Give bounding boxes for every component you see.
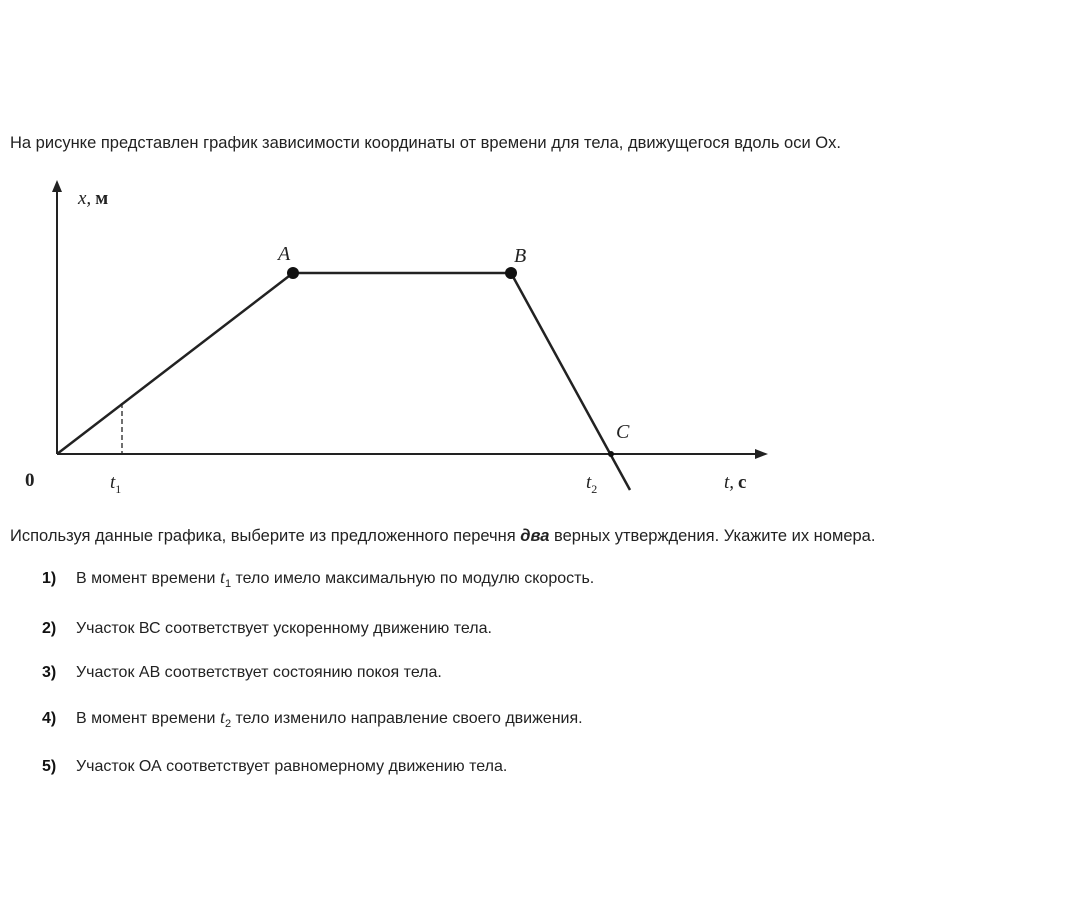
option-3[interactable]: 3) Участок АВ соответствует состоянию покоя тела. — [42, 662, 442, 684]
task-text: Используя данные графика, выберите из предложенного перечня два верных утверждения. Укажите их номера. — [10, 527, 876, 545]
tick-label-t1: $t_1$ — [110, 472, 122, 496]
position-time-graph — [0, 170, 800, 510]
option-number: 3) — [42, 664, 57, 681]
option-4[interactable]: 4) В момент времени $t_2$ тело изменило направление своего движения. — [42, 707, 583, 730]
option-number: 1) — [42, 570, 57, 587]
point-b — [505, 267, 517, 279]
option-1[interactable]: 1) В момент времени $t_1$ тело имело максимальную по модулю скорость. — [42, 567, 595, 590]
tick-label-t2: $t_2$ — [586, 472, 598, 496]
point-a-label: A — [278, 243, 291, 265]
point-c — [608, 451, 614, 457]
option-5[interactable]: 5) Участок ОА соответствует равномерному движению тела. — [42, 756, 507, 778]
segment-bc — [511, 273, 630, 490]
point-b-label: B — [514, 245, 527, 267]
point-a — [287, 267, 299, 279]
option-number: 2) — [42, 620, 57, 637]
point-c-label: C — [616, 421, 630, 443]
task-emphasis: два — [520, 527, 550, 545]
option-number: 4) — [42, 710, 57, 727]
y-axis-label: x, м — [78, 188, 109, 209]
x-axis-arrow — [755, 449, 768, 459]
origin-label: 0 — [25, 470, 35, 491]
y-axis-arrow — [52, 180, 62, 192]
x-axis-label: t, с — [724, 472, 747, 493]
segment-oa — [57, 273, 293, 454]
option-2[interactable]: 2) Участок ВС соответствует ускоренному движению тела. — [42, 618, 492, 640]
intro-text: На рисунке представлен график зависимости координаты от времени для тела, движущегося вдоль оси Ox. — [10, 134, 841, 152]
option-number: 5) — [42, 758, 57, 775]
